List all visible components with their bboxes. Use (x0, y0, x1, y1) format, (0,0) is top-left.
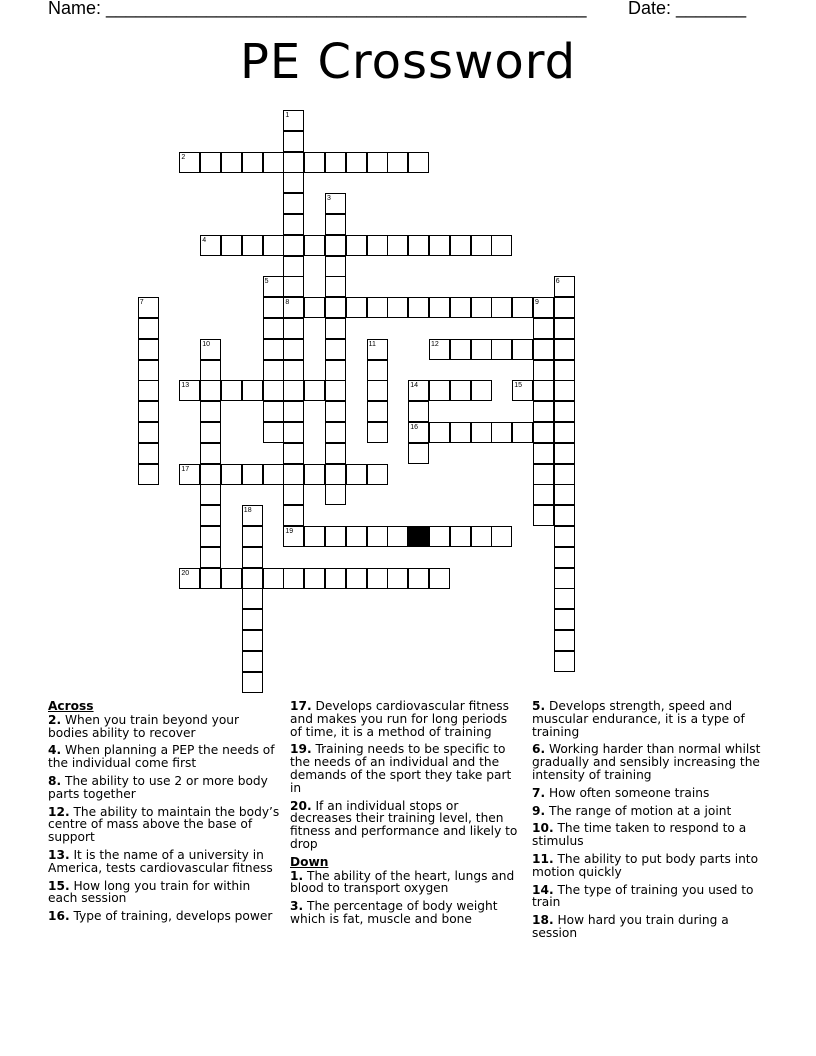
crossword-cell[interactable] (491, 422, 512, 443)
clue-14 (532, 884, 768, 910)
clue-2 (48, 714, 280, 740)
clue-number: 18. (532, 913, 554, 928)
crossword-cell[interactable] (283, 505, 304, 526)
crossword-cell[interactable] (491, 526, 512, 547)
crossword-cell[interactable] (471, 297, 492, 318)
crossword-cell[interactable] (533, 484, 554, 505)
crossword-cell[interactable] (533, 464, 554, 485)
crossword-cell[interactable] (263, 464, 284, 485)
crossword-cell[interactable] (387, 152, 408, 173)
crossword-cell[interactable] (138, 360, 159, 381)
clue-6 (532, 743, 768, 781)
crossword-cell[interactable] (200, 360, 221, 381)
clue-16 (48, 910, 280, 923)
crossword-cell[interactable] (533, 422, 554, 443)
crossword-cell[interactable] (408, 152, 429, 173)
crossword-cell[interactable] (325, 568, 346, 589)
clue-number-14: 14 (410, 382, 418, 390)
crossword-cell[interactable] (554, 318, 575, 339)
crossword-cell[interactable] (367, 297, 388, 318)
crossword-cell[interactable] (367, 422, 388, 443)
crossword-cell[interactable] (263, 297, 284, 318)
crossword-cell[interactable] (554, 526, 575, 547)
crossword-cell[interactable] (200, 547, 221, 568)
crossword-cell[interactable] (242, 630, 263, 651)
across-heading: Across (48, 699, 94, 713)
crossword-cell[interactable] (221, 380, 242, 401)
clue-number-16: 16 (410, 424, 418, 431)
crossword-cell[interactable] (138, 318, 159, 339)
clue-number-12: 12 (431, 340, 439, 348)
clue-number-11: 11 (368, 340, 376, 348)
crossword-cell[interactable] (408, 568, 429, 589)
clue-8 (48, 775, 280, 801)
crossword-cell[interactable] (242, 235, 263, 256)
crossword-cell[interactable] (221, 235, 242, 256)
clue-17 (290, 700, 522, 738)
crossword-cell[interactable] (450, 297, 471, 318)
clue-text: Training needs to be specific to the needs of an individual and the demands of the sport they take part in (290, 742, 512, 795)
crossword-cell[interactable] (325, 297, 346, 318)
clue-12 (48, 806, 280, 844)
crossword-cell[interactable] (471, 380, 492, 401)
page-title: PE Crossword (239, 34, 577, 90)
crossword-cell[interactable] (263, 235, 284, 256)
crossword-cell[interactable] (325, 380, 346, 401)
crossword-cell[interactable] (429, 380, 450, 401)
clue-number-8: 8 (285, 299, 290, 307)
crossword-cell[interactable] (138, 443, 159, 464)
clue-text: The ability of the heart, lungs and blood to transport oxygen (290, 868, 515, 896)
clue-18 (532, 914, 768, 940)
clue-3 (290, 900, 522, 926)
crossword-cell[interactable] (325, 422, 346, 443)
crossword-cell[interactable] (533, 360, 554, 381)
clue-number: 12. (48, 804, 70, 819)
name-label: Name: ________________________________________________ (48, 0, 587, 18)
crossword-cell[interactable] (429, 297, 450, 318)
clue-number-18: 18 (243, 507, 252, 515)
clue-number-2: 2 (181, 153, 186, 161)
crossword-cell[interactable] (387, 297, 408, 318)
crossword-cell[interactable] (512, 422, 533, 443)
black-cell (408, 526, 429, 547)
clue-number-5: 5 (264, 278, 269, 286)
crossword-cell[interactable] (512, 297, 533, 318)
crossword-cell[interactable] (283, 276, 304, 297)
crossword-cell[interactable] (533, 318, 554, 339)
crossword-cell[interactable] (408, 297, 429, 318)
crossword-cell[interactable] (325, 235, 346, 256)
crossword-cell[interactable] (325, 360, 346, 381)
clues-column-2 (290, 700, 522, 931)
crossword-cell[interactable] (200, 464, 221, 485)
crossword-cell[interactable] (304, 235, 325, 256)
crossword-cell[interactable] (200, 401, 221, 422)
crossword-cell[interactable] (242, 547, 263, 568)
crossword-cell[interactable] (533, 380, 554, 401)
clue-4 (48, 744, 280, 770)
clue-number: 19. (290, 742, 312, 757)
clue-number-15: 15 (514, 382, 522, 390)
crossword-cell[interactable] (200, 443, 221, 464)
clue-text: Type of training, develops power (69, 909, 273, 924)
clue-number: 16. (48, 909, 70, 924)
crossword-cell[interactable] (554, 568, 575, 589)
crossword-cell[interactable] (283, 380, 304, 401)
clue-number-10: 10 (202, 340, 210, 348)
clue-number: 8. (48, 773, 62, 788)
clue-text: The percentage of body weight which is fat, muscle and bone (290, 899, 498, 926)
crossword-cell[interactable] (491, 339, 512, 360)
crossword-cell[interactable] (387, 235, 408, 256)
crossword-cell[interactable] (554, 401, 575, 422)
crossword-cell[interactable] (429, 526, 450, 547)
crossword-cell[interactable] (387, 526, 408, 547)
clue-10 (532, 822, 768, 848)
crossword-cell[interactable] (450, 422, 471, 443)
crossword-cell[interactable] (367, 526, 388, 547)
clue-number: 6. (532, 742, 546, 757)
crossword-cell[interactable] (554, 588, 575, 609)
crossword-cell[interactable] (325, 443, 346, 464)
clues-column-1 (48, 700, 280, 928)
clue-text: When planning a PEP the needs of the individual come first (48, 743, 275, 771)
clue-text: The ability to use 2 or more body parts together (48, 773, 268, 801)
clue-text: The range of motion at a joint (545, 803, 732, 818)
crossword-cell[interactable] (138, 380, 159, 401)
clue-number: 3. (290, 899, 304, 914)
clue-number-13: 13 (181, 382, 190, 390)
crossword-cell[interactable] (283, 484, 304, 505)
crossword-cell[interactable] (471, 526, 492, 547)
crossword-cell[interactable] (304, 526, 325, 547)
crossword-cell[interactable] (242, 672, 263, 693)
clue-19 (290, 743, 522, 794)
clue-number-20: 20 (181, 569, 190, 577)
crossword-cell[interactable] (346, 297, 367, 318)
crossword-cell[interactable] (242, 588, 263, 609)
crossword-cell[interactable] (325, 484, 346, 505)
crossword-cell[interactable] (346, 526, 367, 547)
crossword-cell[interactable] (221, 152, 242, 173)
clue-text: The ability to maintain the body’s centre of mass above the base of support (48, 804, 280, 845)
crossword-cell[interactable] (242, 526, 263, 547)
crossword-cell[interactable] (200, 422, 221, 443)
clue-number-1: 1 (285, 112, 290, 119)
crossword-cell[interactable] (554, 484, 575, 505)
crossword-cell[interactable] (367, 464, 388, 485)
clue-number-9: 9 (535, 299, 539, 307)
clue-number: 2. (48, 712, 62, 727)
clue-text: How hard you train during a session (532, 913, 729, 940)
crossword-cell[interactable] (304, 568, 325, 589)
crossword-cell[interactable] (221, 568, 242, 589)
clue-text: Develops cardiovascular fitness and makes you run for long periods of time, it is a method of training (290, 699, 509, 739)
crossword-cell[interactable] (263, 568, 284, 589)
clue-number: 14. (532, 882, 554, 897)
crossword-cell[interactable] (346, 568, 367, 589)
clue-number: 20. (290, 798, 312, 813)
crossword-cell[interactable] (554, 630, 575, 651)
crossword-cell[interactable] (325, 256, 346, 277)
clue-13 (48, 849, 280, 875)
clue-15 (48, 880, 280, 906)
crossword-cell[interactable] (283, 131, 304, 152)
crossword-cell[interactable] (242, 380, 263, 401)
crossword-cell[interactable] (512, 339, 533, 360)
crossword-cell[interactable] (429, 422, 450, 443)
crossword-cell[interactable] (304, 152, 325, 173)
crossword-cell[interactable] (325, 526, 346, 547)
date-label: Date: _______ (628, 0, 747, 18)
crossword-cell[interactable] (263, 401, 284, 422)
crossword-cell[interactable] (429, 568, 450, 589)
crossword-cell[interactable] (304, 297, 325, 318)
crossword-cell[interactable] (367, 380, 388, 401)
crossword-cell[interactable] (242, 152, 263, 173)
crossword-cell[interactable] (263, 422, 284, 443)
clue-text: It is the name of a university in America, tests cardiovascular fitness (48, 847, 273, 875)
crossword-cell[interactable] (283, 152, 304, 173)
crossword-cell[interactable] (325, 401, 346, 422)
crossword-cell[interactable] (450, 339, 471, 360)
clue-20 (290, 800, 522, 851)
clue-number: 1. (290, 868, 304, 883)
clue-text: If an individual stops or decreases their training level, then fitness and performance and likely to drop (290, 798, 518, 851)
clue-number-4: 4 (202, 236, 207, 244)
clue-number: 9. (532, 803, 546, 818)
crossword-cell[interactable] (283, 464, 304, 485)
clue-text: How often someone trains (545, 785, 710, 800)
crossword-cell[interactable] (554, 547, 575, 568)
clue-11 (532, 853, 768, 879)
crossword-cell[interactable] (304, 380, 325, 401)
crossword-cell[interactable] (408, 443, 429, 464)
crossword-cell[interactable] (325, 152, 346, 173)
crossword-cell[interactable] (429, 235, 450, 256)
crossword-cell[interactable] (450, 526, 471, 547)
crossword-cell[interactable] (200, 526, 221, 547)
crossword-cell[interactable] (325, 214, 346, 235)
clue-number: 4. (48, 743, 62, 758)
crossword-cell[interactable] (367, 360, 388, 381)
clue-number: 15. (48, 878, 70, 893)
clue-text: The type of training you used to train (532, 882, 754, 910)
clue-number: 13. (48, 847, 70, 862)
clue-number: 7. (532, 785, 546, 800)
crossword-cell[interactable] (283, 235, 304, 256)
crossword-cell[interactable] (325, 276, 346, 297)
crossword-cell[interactable] (138, 401, 159, 422)
crossword-cell[interactable] (283, 422, 304, 443)
crossword-cell[interactable] (200, 380, 221, 401)
crossword-cell[interactable] (200, 505, 221, 526)
clue-text: The time taken to respond to a stimulus (532, 821, 747, 849)
clue-text: When you train beyond your bodies ability to recover (48, 712, 240, 740)
crossword-cell[interactable] (554, 464, 575, 485)
crossword-cell[interactable] (554, 609, 575, 630)
crossword-cell[interactable] (408, 235, 429, 256)
crossword-cell[interactable] (367, 568, 388, 589)
clues-column-3 (532, 700, 768, 945)
crossword-cell[interactable] (138, 339, 159, 360)
crossword-cell[interactable] (367, 401, 388, 422)
clue-text: The ability to put body parts into motion quickly (532, 851, 759, 879)
crossword-cell[interactable] (554, 422, 575, 443)
crossword-cell[interactable] (554, 651, 575, 672)
crossword-cell[interactable] (304, 464, 325, 485)
crossword-cell[interactable] (554, 380, 575, 401)
clue-1 (290, 870, 522, 896)
crossword-cell[interactable] (221, 464, 242, 485)
crossword-cell[interactable] (200, 568, 221, 589)
clue-number-19: 19 (285, 528, 294, 535)
crossword-cell[interactable] (242, 651, 263, 672)
crossword-cell[interactable] (450, 380, 471, 401)
crossword-cell[interactable] (283, 360, 304, 381)
crossword-cell[interactable] (283, 443, 304, 464)
crossword-cell[interactable] (346, 152, 367, 173)
clue-number-3: 3 (327, 195, 331, 203)
crossword-cell[interactable] (138, 464, 159, 485)
crossword-cell[interactable] (533, 505, 554, 526)
clue-text: Working harder than normal whilst gradually and sensibly increasing the intensity of training (532, 742, 761, 782)
crossword-cell[interactable] (533, 401, 554, 422)
crossword-cell[interactable] (367, 235, 388, 256)
crossword-cell[interactable] (283, 214, 304, 235)
crossword-cell[interactable] (450, 235, 471, 256)
crossword-cell[interactable] (263, 152, 284, 173)
crossword-cell[interactable] (346, 464, 367, 485)
crossword-cell[interactable] (283, 172, 304, 193)
crossword-cell[interactable] (346, 235, 367, 256)
crossword-cell[interactable] (367, 152, 388, 173)
crossword-cell[interactable] (491, 297, 512, 318)
crossword-cell[interactable] (200, 152, 221, 173)
crossword-cell[interactable] (533, 443, 554, 464)
clue-number-17: 17 (181, 465, 190, 473)
crossword-cell[interactable] (283, 193, 304, 214)
crossword-cell[interactable] (491, 235, 512, 256)
clue-number-6: 6 (555, 278, 560, 286)
crossword-cell[interactable] (325, 339, 346, 360)
crossword-cell[interactable] (242, 464, 263, 485)
crossword-cell[interactable] (408, 401, 429, 422)
clue-number: 10. (532, 821, 554, 836)
crossword-cell[interactable] (471, 339, 492, 360)
crossword-cell[interactable] (283, 339, 304, 360)
crossword-cell[interactable] (554, 360, 575, 381)
crossword-cell[interactable] (242, 609, 263, 630)
crossword-cell[interactable] (263, 339, 284, 360)
crossword-cell[interactable] (554, 505, 575, 526)
crossword-cell[interactable] (471, 422, 492, 443)
crossword-cell[interactable] (533, 339, 554, 360)
crossword-cell[interactable] (200, 484, 221, 505)
crossword-cell[interactable] (387, 568, 408, 589)
crossword-cell[interactable] (325, 318, 346, 339)
crossword-cell[interactable] (554, 443, 575, 464)
clue-9 (532, 805, 768, 818)
crossword-cell[interactable] (263, 360, 284, 381)
crossword-cell[interactable] (242, 568, 263, 589)
crossword-cell[interactable] (554, 339, 575, 360)
clue-number: 5. (532, 699, 546, 713)
crossword-cell[interactable] (138, 422, 159, 443)
clue-text: Develops strength, speed and muscular endurance, it is a type of training (532, 699, 745, 739)
clue-number: 17. (290, 699, 312, 713)
clue-number: 11. (532, 851, 554, 866)
crossword-cell[interactable] (283, 318, 304, 339)
down-heading: Down (290, 854, 329, 869)
crossword-cell[interactable] (283, 568, 304, 589)
crossword-cell[interactable] (263, 318, 284, 339)
crossword-cell[interactable] (554, 297, 575, 318)
crossword-cell[interactable] (263, 380, 284, 401)
clue-text: How long you train for within each session (48, 878, 251, 906)
crossword-cell[interactable] (283, 401, 304, 422)
crossword-cell[interactable] (283, 256, 304, 277)
crossword-cell[interactable] (325, 464, 346, 485)
clue-5 (532, 700, 768, 738)
clue-7 (532, 787, 768, 800)
crossword-cell[interactable] (471, 235, 492, 256)
clue-number-7: 7 (139, 299, 144, 307)
